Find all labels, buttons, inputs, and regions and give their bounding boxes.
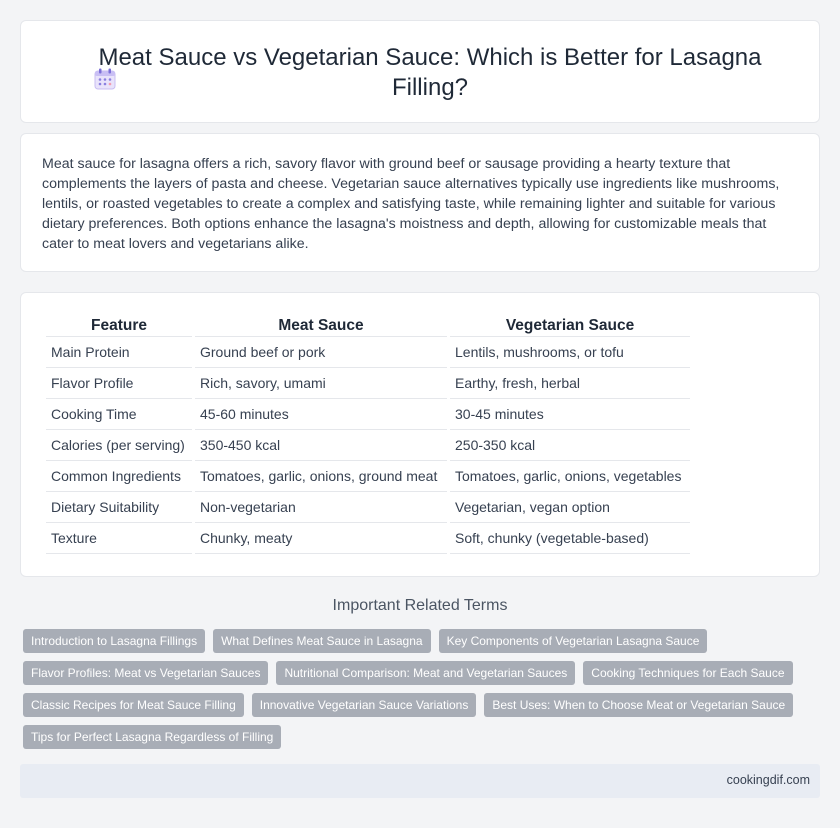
related-term-tag[interactable]: Tips for Perfect Lasagna Regardless of Filling — [23, 725, 281, 749]
table-cell: Cooking Time — [46, 399, 192, 430]
table-cell: 250-350 kcal — [450, 430, 690, 461]
table-cell: 45-60 minutes — [195, 399, 447, 430]
table-cell: Chunky, meaty — [195, 523, 447, 554]
table-cell: Lentils, mushrooms, or tofu — [450, 337, 690, 368]
related-term-tag[interactable]: Best Uses: When to Choose Meat or Vegetarian Sauce — [484, 693, 793, 717]
page-title: Meat Sauce vs Vegetarian Sauce: Which is Better for Lasagna Filling? — [98, 44, 762, 101]
title-card — [20, 20, 820, 123]
table-cell: Texture — [46, 523, 192, 554]
related-term-tag[interactable]: Introduction to Lasagna Fillings — [23, 629, 205, 653]
table-row — [46, 337, 690, 368]
related-terms-list — [23, 629, 813, 749]
related-term-tag[interactable]: Nutritional Comparison: Meat and Vegetarian Sauces — [276, 661, 575, 685]
table-header-row — [46, 315, 690, 337]
table-cell: Vegetarian, vegan option — [450, 492, 690, 523]
table-cell: Common Ingredients — [46, 461, 192, 492]
column-header-vegetarian-sauce: Vegetarian Sauce — [450, 315, 690, 337]
related-terms-heading: Important Related Terms — [332, 597, 508, 614]
intro-card — [20, 133, 820, 272]
comparison-card — [20, 292, 820, 577]
table-row — [46, 399, 690, 430]
table-row — [46, 461, 690, 492]
table-cell: Flavor Profile — [46, 368, 192, 399]
table-cell: 30-45 minutes — [450, 399, 690, 430]
table-cell: Earthy, fresh, herbal — [450, 368, 690, 399]
column-header-feature: Feature — [46, 315, 192, 337]
footer-site-name[interactable]: cookingdif.com — [726, 773, 810, 787]
footer — [20, 764, 820, 798]
intro-paragraph: Meat sauce for lasagna offers a rich, savory flavor with ground beef or sausage providing a hearty texture that complements the layers of pasta and cheese. Vegetarian sauce alternatives typically use ingredients like mushrooms, lentils, or roasted vegetables to create a complex and satisfying taste, while remaining lighter and suitable for various dietary preferences. Both options enhance the lasagna's moistness and depth, allowing for customizable meals that cater to meat lovers and vegetarians alike. — [42, 156, 780, 252]
related-term-tag[interactable]: Classic Recipes for Meat Sauce Filling — [23, 693, 244, 717]
table-row — [46, 368, 690, 399]
table-cell: Tomatoes, garlic, onions, ground meat — [195, 461, 447, 492]
table-row — [46, 492, 690, 523]
related-term-tag[interactable]: Key Components of Vegetarian Lasagna Sauce — [439, 629, 708, 653]
related-term-tag[interactable]: Innovative Vegetarian Sauce Variations — [252, 693, 477, 717]
table-cell: Calories (per serving) — [46, 430, 192, 461]
table-cell: Tomatoes, garlic, onions, vegetables — [450, 461, 690, 492]
column-header-meat-sauce: Meat Sauce — [195, 315, 447, 337]
table-cell: Non-vegetarian — [195, 492, 447, 523]
related-term-tag[interactable]: Cooking Techniques for Each Sauce — [583, 661, 792, 685]
table-row — [46, 430, 690, 461]
table-row — [46, 523, 690, 554]
table-cell: Ground beef or pork — [195, 337, 447, 368]
related-term-tag[interactable]: What Defines Meat Sauce in Lasagna — [213, 629, 430, 653]
table-cell: Main Protein — [46, 337, 192, 368]
table-cell: Rich, savory, umami — [195, 368, 447, 399]
related-term-tag[interactable]: Flavor Profiles: Meat vs Vegetarian Sauces — [23, 661, 268, 685]
comparison-table — [43, 315, 693, 554]
table-cell: Soft, chunky (vegetable-based) — [450, 523, 690, 554]
table-cell: 350-450 kcal — [195, 430, 447, 461]
table-cell: Dietary Suitability — [46, 492, 192, 523]
